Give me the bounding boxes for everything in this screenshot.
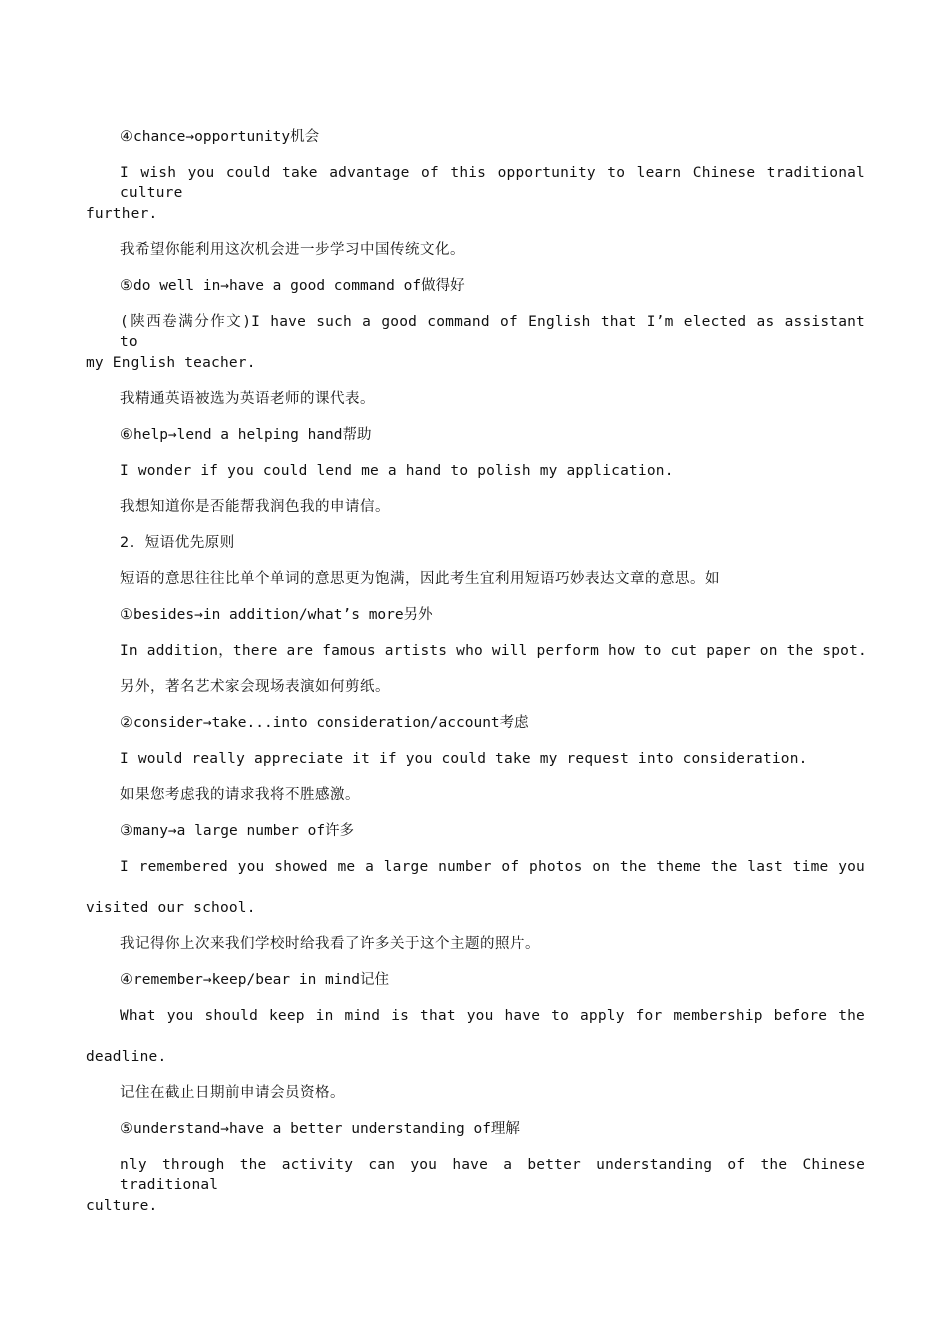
example-sentence: I would really appreciate it if you could take my request into consideration. (120, 751, 808, 767)
example-sentence-continued: deadline. (86, 1049, 167, 1065)
translation: 我记得你上次来我们学校时给我看了许多关于这个主题的照片。 (120, 936, 540, 952)
phrase-heading: ③many→a large number of许多 (120, 823, 355, 839)
example-sentence: (陕西卷满分作文)I have such a good command of English that I’m elected as assistant to (120, 314, 865, 350)
example-sentence: In addition，there are famous artists who will perform how to cut paper on the spot. (120, 643, 867, 659)
phrase-heading: ④remember→keep/bear in mind记住 (120, 972, 389, 988)
section-intro: 短语的意思往往比单个单词的意思更为饱满，因此考生宜利用短语巧妙表达文章的意思。如 (120, 571, 720, 587)
translation: 我精通英语被选为英语老师的课代表。 (120, 391, 375, 407)
translation: 如果您考虑我的请求我将不胜感激。 (120, 787, 360, 803)
synonym-heading: ④chance→opportunity机会 (120, 129, 320, 145)
translation: 我希望你能利用这次机会进一步学习中国传统文化。 (120, 242, 465, 258)
translation: 另外，著名艺术家会现场表演如何剪纸。 (120, 679, 390, 695)
phrase-heading: ①besides→in addition/what’s more另外 (120, 607, 433, 623)
example-sentence-continued: further. (86, 206, 158, 222)
translation: 我想知道你是否能帮我润色我的申请信。 (120, 499, 390, 515)
example-sentence: I wonder if you could lend me a hand to polish my application. (120, 463, 674, 479)
phrase-heading: ②consider→take...into consideration/account考虑 (120, 715, 529, 731)
synonym-heading: ⑥help→lend a helping hand帮助 (120, 427, 372, 443)
example-sentence-continued: my English teacher. (86, 355, 256, 371)
example-sentence: I wish you could take advantage of this opportunity to learn Chinese traditional culture (120, 165, 865, 201)
translation: 记住在截止日期前申请会员资格。 (120, 1085, 345, 1101)
example-sentence: nly through the activity can you have a better understanding of the Chinese traditional (120, 1157, 865, 1193)
example-sentence: I remembered you showed me a large number of photos on the theme the last time you (120, 859, 865, 875)
example-sentence-continued: culture. (86, 1198, 158, 1214)
synonym-heading: ⑤do well in→have a good command of做得好 (120, 278, 465, 294)
example-sentence-continued: visited our school. (86, 900, 256, 916)
example-sentence: What you should keep in mind is that you have to apply for membership before the (120, 1008, 865, 1024)
phrase-heading: ⑤understand→have a better understanding of理解 (120, 1121, 520, 1137)
section-heading: 2．短语优先原则 (120, 535, 235, 551)
